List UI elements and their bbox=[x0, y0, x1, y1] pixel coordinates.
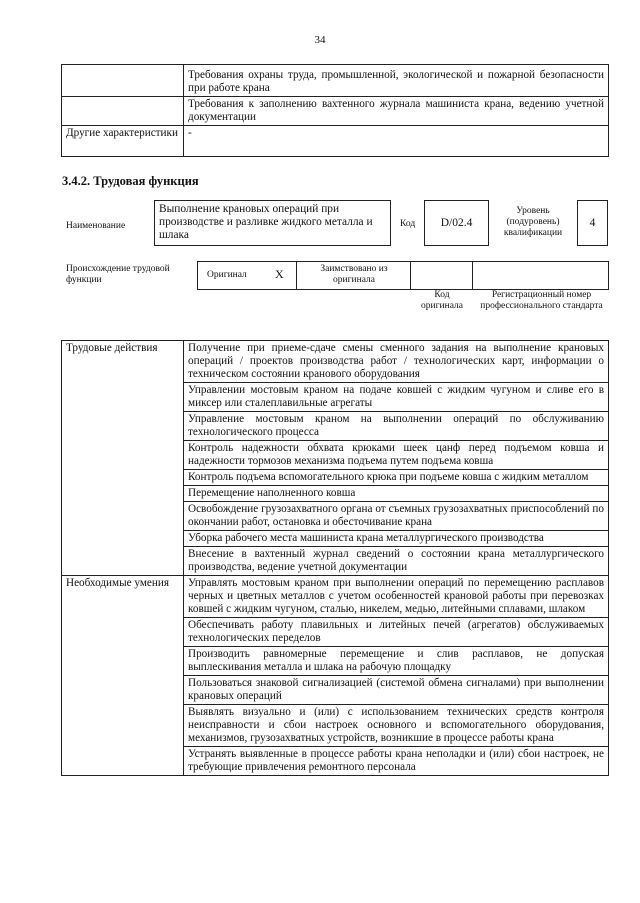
level-value-box bbox=[577, 200, 608, 246]
borrowed-label: Заимствовано из оригинала bbox=[320, 264, 388, 285]
table-row bbox=[62, 65, 609, 97]
list-item: Выявлять визуально и (или) с использованием технических средств контроля неисправности и сбои настроек основного и вспомогательного оборудования, механизмов, грузозахватных устройств, возникшие в процессе работы крана bbox=[184, 705, 609, 747]
page-number: 34 bbox=[314, 34, 326, 46]
origin-divider bbox=[296, 261, 297, 290]
name-value: Выполнение крановых операций при производстве и разливке жидкого металла и шлака bbox=[159, 203, 373, 241]
group-label: Необходимые умения bbox=[62, 576, 184, 776]
group-label: Трудовые действия bbox=[62, 341, 184, 576]
name-value-box bbox=[154, 200, 391, 246]
table-row bbox=[62, 97, 609, 126]
level-value: 4 bbox=[589, 217, 596, 229]
row-text: Требования к заполнению вахтенного журнала машиниста крана, ведению учетной документации bbox=[184, 97, 609, 126]
code-value: D/02.4 bbox=[440, 217, 473, 229]
main-table bbox=[61, 340, 609, 776]
table-row bbox=[62, 576, 609, 618]
code-value-box bbox=[424, 200, 489, 246]
origin-divider bbox=[472, 261, 473, 290]
list-item: Производить равномерные перемещение и слив расплавов, не допуская выплескивания металла и шлака на рабочую площадку bbox=[184, 647, 609, 676]
list-item: Контроль подъема вспомогательного крюка при подъеме ковша с жидким металлом bbox=[184, 470, 609, 486]
list-item: Управление мостовым краном на выполнении операций по обслуживанию технологического процесса bbox=[184, 412, 609, 441]
list-item: Внесение в вахтенный журнал сведений о состоянии крана металлургического производства, ведение учетной документации bbox=[184, 547, 609, 576]
list-item: Управлении мостовым краном на подаче ковшей с жидким чугуном и сливе его в миксер или сталеплавильные агрегаты bbox=[184, 383, 609, 412]
list-item: Обеспечивать работу плавильных и литейных печей (агрегатов) обслуживаемых технологических переделов bbox=[184, 618, 609, 647]
list-item: Пользоваться знаковой сигнализацией (системой обмена сигналами) при выполнении крановых операций bbox=[184, 676, 609, 705]
name-label: Наименование bbox=[66, 221, 126, 231]
row-label bbox=[62, 97, 184, 126]
row-label bbox=[62, 65, 184, 97]
level-label: Уровень (подуровень) квалификации bbox=[503, 206, 563, 238]
row-text: Требования охраны труда, промышленной, экологической и пожарной безопасности при работе крана bbox=[184, 65, 609, 97]
row-text: - bbox=[184, 126, 609, 157]
list-item: Получение при приеме-сдаче смены сменного задания на выполнение крановых операций / проектов производства работ / технологических карт, информации о техническом состоянии кранового оборудования bbox=[184, 341, 609, 383]
list-item: Освобождение грузозахватного органа от съемных грузозахватных приспособлений по окончании работ, остановка и обесточивание крана bbox=[184, 502, 609, 531]
original-label: Оригинал bbox=[207, 270, 247, 280]
row-label: Другие характеристики bbox=[62, 126, 184, 157]
list-item: Управлять мостовым краном при выполнении операций по перемещению расплавов черных и цветных металлов с учетом особенностей крановой работы при перевозках ковшей с жидким чугуном, сталью, никелем, медью, литейными сплавами, шлаком bbox=[184, 576, 609, 618]
code-original-caption: Код оригинала bbox=[421, 290, 463, 311]
list-item: Устранять выявленные в процессе работы крана неполадки и (или) сбои настроек, не требующие привлечения ремонтного персонала bbox=[184, 747, 609, 776]
code-label: Код bbox=[400, 219, 416, 229]
reg-number-caption: Регистрационный номер профессионального стандарта bbox=[480, 290, 603, 311]
section-title: 3.4.2. Трудовая функция bbox=[62, 174, 199, 188]
top-table bbox=[61, 64, 609, 157]
original-mark: X bbox=[275, 267, 284, 281]
list-item: Контроль надежности обхвата крюками шеек цанф перед подъемом ковша и надежности тормозов механизма подъема путем подъема ковша bbox=[184, 441, 609, 470]
origin-divider bbox=[410, 261, 411, 290]
list-item: Уборка рабочего места машиниста крана металлургического производства bbox=[184, 531, 609, 547]
table-row bbox=[62, 126, 609, 157]
origin-label: Происхождение трудовой функции bbox=[66, 264, 170, 285]
table-row bbox=[62, 341, 609, 383]
list-item: Перемещение наполненного ковша bbox=[184, 486, 609, 502]
